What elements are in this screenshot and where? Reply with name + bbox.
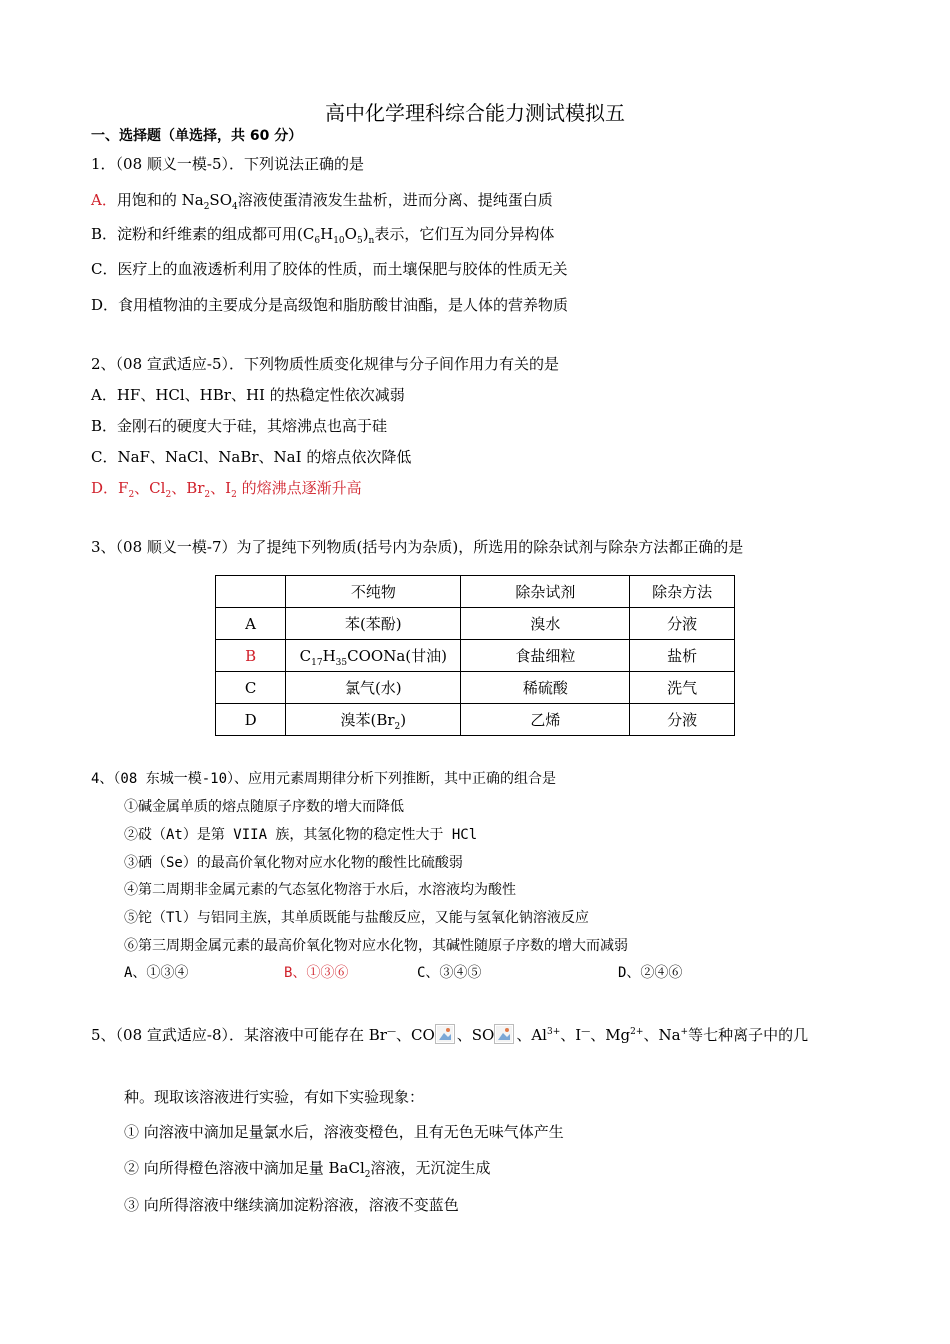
q2-option-d-answer: D．$F_2$、$Cl_2$、$Br_2$、$I_2$ 的熔沸点逐渐升高 [91, 479, 362, 500]
table-cell: 稀硫酸 [461, 672, 630, 704]
q4-item: ⑥第三周期金属元素的最高价氧化物对应水化物，其碱性随原子序数的增大而减弱 [124, 938, 628, 954]
q2-stem: 2、（08 宣武适应-5）．下列物质性质变化规律与分子间作用力有关的是 [91, 355, 560, 373]
table-cell: 盐析 [630, 640, 735, 672]
table-cell: 乙烯 [461, 704, 630, 736]
table-cell: C [216, 672, 286, 704]
q1-answer-label: A． [91, 191, 117, 209]
table-row [216, 704, 735, 736]
table-cell: 洗气 [630, 672, 735, 704]
table-row [216, 640, 735, 672]
q2-option-b: B．金刚石的硬度大于硅，其熔沸点也高于硅 [91, 417, 388, 435]
table-cell: 食盐细粒 [461, 640, 630, 672]
q4-item: ④第二周期非金属元素的气态氢化物溶于水后，水溶液均为酸性 [124, 882, 516, 898]
q2-option-c: C．NaF、NaCl、NaBr、NaI 的熔点依次降低 [91, 448, 412, 466]
table-row [216, 608, 735, 640]
q5-observation: ② 向所得橙色溶液中滴加足量 BaCl$_2$溶液，无沉淀生成 [124, 1159, 491, 1180]
table-header-cell: 不纯物 [286, 576, 461, 608]
q5-stem: 5、（08 宣武适应-8）．某溶液中可能存在 Br—、CO 、SO 、$Al^{3+}$、I—、$Mg^{2+}$、Na+等七种离子中的几 [91, 1026, 809, 1044]
q5-observation: ① 向溶液中滴加足量氯水后，溶液变橙色，且有无色无味气体产生 [124, 1123, 564, 1141]
q4-item: ③硒（Se）的最高价氧化物对应水化物的酸性比硫酸弱 [124, 855, 463, 871]
q4-choice-a: A、①③④ [124, 965, 189, 981]
q3-stem: 3、（08 顺义一模-7）为了提纯下列物质(括号内为杂质)，所选用的除杂试剂与除杂方法都正确的是 [91, 538, 744, 556]
q4-item: ⑤铊（Tl）与铝同主族，其单质既能与盐酸反应，又能与氢氧化钠溶液反应 [124, 910, 589, 926]
table-cell-answer: B [216, 640, 286, 672]
q4-item: ①碱金属单质的熔点随原子序数的增大而降低 [124, 799, 404, 815]
q5-continuation: 种。现取该溶液进行实验，有如下实验现象： [124, 1088, 425, 1106]
table-cell: 溴水 [461, 608, 630, 640]
table-row [216, 672, 735, 704]
page-title: 高中化学理科综合能力测试模拟五 [325, 101, 625, 125]
table-header-cell: 除杂方法 [630, 576, 735, 608]
q1-stem: 1．（08 顺义一模-5）．下列说法正确的是 [91, 155, 365, 173]
table-cell: 分液 [630, 704, 735, 736]
table-cell: D [216, 704, 286, 736]
q5-observation: ③ 向所得溶液中继续滴加淀粉溶液，溶液不变蓝色 [124, 1196, 459, 1214]
table-cell: 苯(苯酚) [286, 608, 461, 640]
table-header-cell [216, 576, 286, 608]
table-cell: 分液 [630, 608, 735, 640]
q1-option-d: D．食用植物油的主要成分是高级饱和脂肪酸甘油酯，是人体的营养物质 [91, 296, 569, 314]
q3-table [215, 575, 735, 736]
q2-option-a: A．HF、HCl、HBr、HI 的热稳定性依次减弱 [91, 386, 405, 404]
table-cell: 氯气(水) [286, 672, 461, 704]
broken-image-icon [494, 1024, 514, 1044]
section-heading: 一、选择题（单选择，共 60 分） [91, 128, 303, 144]
q4-item: ②砹（At）是第 VIIA 族，其氢化物的稳定性大于 HCl [124, 827, 478, 843]
table-cell: $C_{17}H_{35}COONa$(甘油) [286, 640, 461, 672]
q1-option-c: C．医疗上的血液透析利用了胶体的性质，而土壤保肥与胶体的性质无关 [91, 260, 568, 278]
q4-stem: 4、（08 东城一模-10）、应用元素周期律分析下列推断，其中正确的组合是 [91, 771, 556, 787]
q4-choice-d: D、②④⑥ [618, 965, 683, 981]
q1-option-a: A．用饱和的 $Na_2SO_4$溶液使蛋清液发生盐析，进而分离、提纯蛋白质 [91, 191, 553, 212]
table-cell: A [216, 608, 286, 640]
table-header-row [216, 576, 735, 608]
q4-choice-c: C、③④⑤ [417, 965, 482, 981]
q1-option-b: B．淀粉和纤维素的组成都可用$(C_6H_{10}O_5)_n$表示，它们互为同分异构体 [91, 225, 555, 246]
table-cell: 溴苯$(Br_2)$ [286, 704, 461, 736]
table-header-cell: 除杂试剂 [461, 576, 630, 608]
broken-image-icon [435, 1024, 455, 1044]
q4-choice-b-answer: B、①③⑥ [284, 965, 349, 981]
